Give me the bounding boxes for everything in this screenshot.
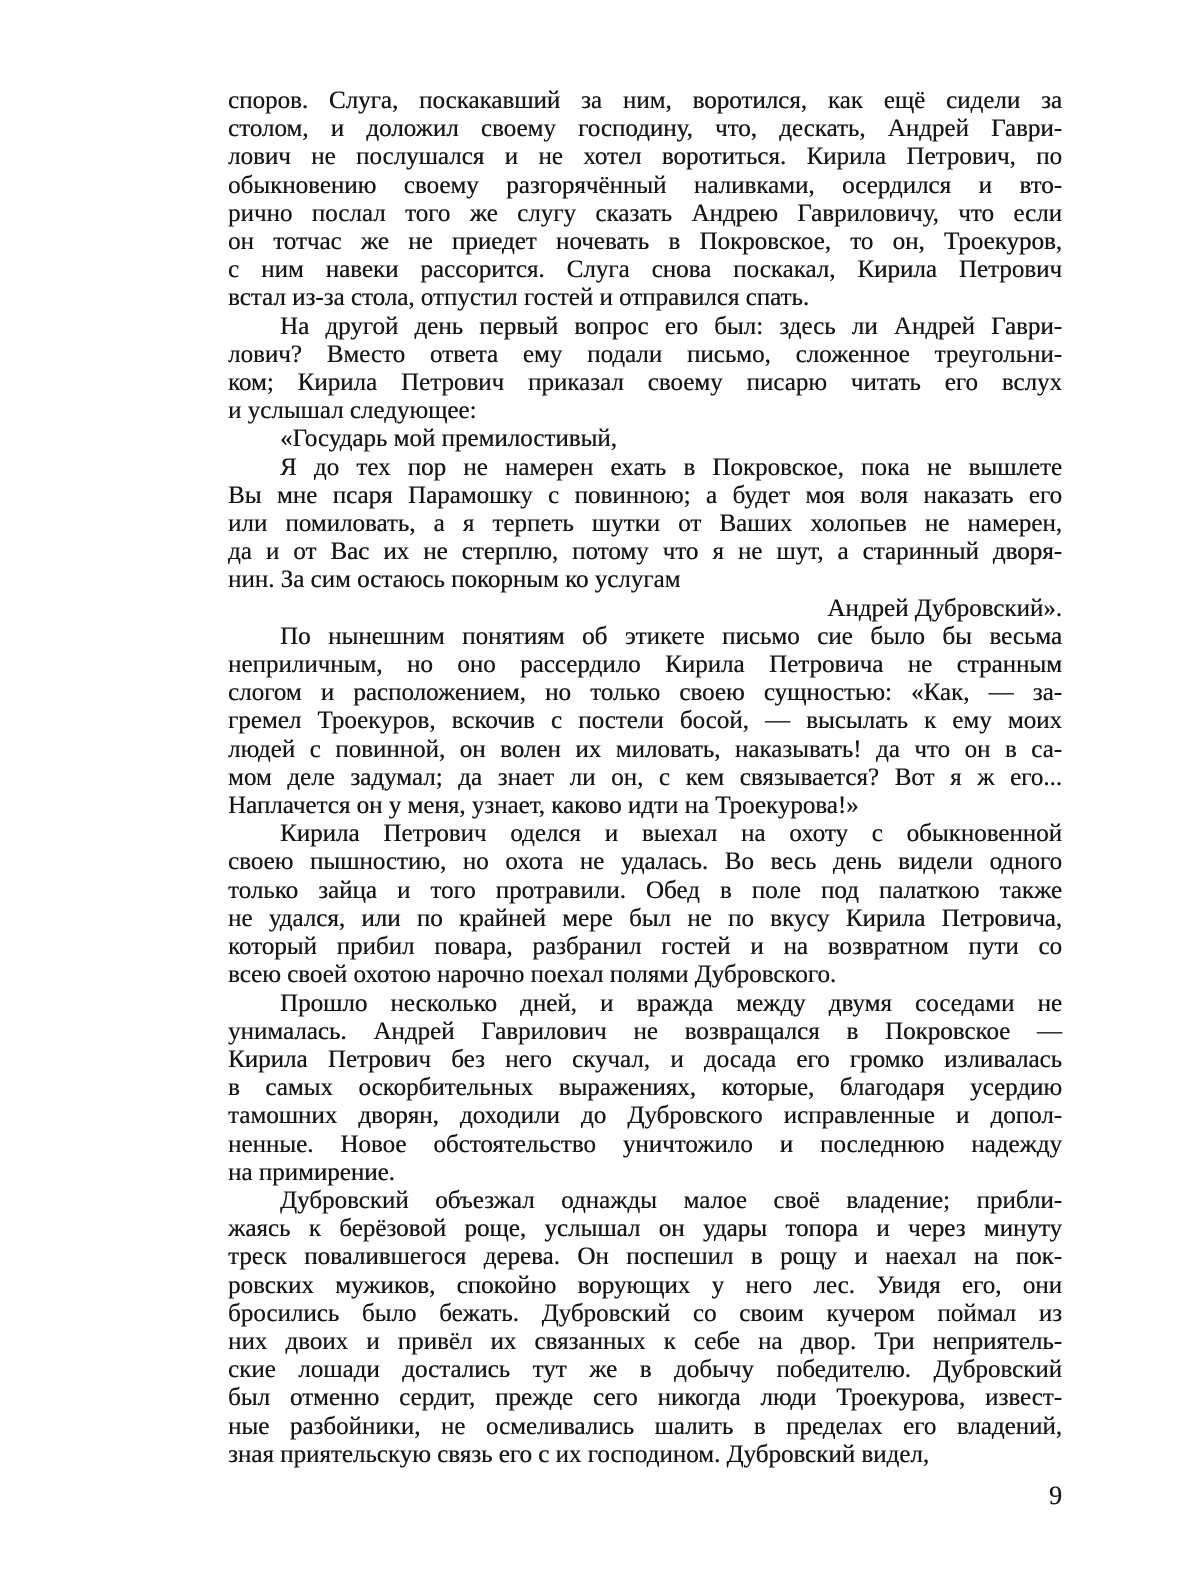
text-line: На другой день первый вопрос его был: здесь ли Андрей Гаври- [280,312,1062,340]
text-line: людей с повинной, он волен их миловать, наказывать! да что он в са- [228,735,1062,763]
text-line: споров. Слуга, поскакавший за ним, воротился, как ещё сидели за [228,87,1062,114]
text-line: он тотчас же не приедет ночевать в Покровское, то он, Троекуров, [228,228,1062,256]
text-line: ровских мужиков, спокойно ворующих у него лес. Увидя его, они [228,1271,1062,1299]
text-line: Я до тех пор не намерен ехать в Покровское, пока не вышлете [280,453,1062,481]
text-line: который прибил повара, разбранил гостей и на возвратном пути со [228,933,1062,961]
text-line: них двоих и привёл их связанных к себе на двор. Три неприятель- [228,1327,1062,1355]
text-line: По нынешним понятиям об этикете письмо сие было бы весьма [280,622,1062,650]
text-line: жаясь к берёзовой роще, услышал он удары топора и через минуту [228,1215,1062,1243]
text-line: нин. За сим остаюсь покорным ко услугам [228,566,681,594]
text-line: Кирила Петрович без него скучал, и досада его громко изливалась [228,1045,1062,1073]
text-line: с ним навеки рассорится. Слуга снова поскакал, Кирила Петрович [228,256,1062,284]
text-line: «Государь мой премилостивый, [280,425,617,453]
text-line: слогом и расположением, но только своею сущностью: «Как, — за- [228,679,1062,707]
text-line: ненные. Новое обстоятельство уничтожило и последнюю надежду [228,1130,1062,1158]
text-line: Наплачется он у меня, узнает, каково идти на Троекурова!» [228,792,859,820]
text-line: треск повалившегося дерева. Он поспешил в рощу и наехал на пок- [228,1243,1062,1271]
text-line: унималась. Андрей Гаврилович не возвращался в Покровское — [228,1017,1062,1045]
text-line: был отменно сердит, прежде сего никогда люди Троекурова, извест- [228,1384,1062,1412]
text-line: Дубровский объезжал однажды малое своё владение; прибли- [280,1186,1062,1214]
text-line: в самых оскорбительных выражениях, которые, благодаря усердию [228,1074,1062,1102]
page-text [228,87,1062,1469]
text-line: встал из-за стола, отпустил гостей и отправился спать. [228,284,810,312]
text-line: ком; Кирила Петрович приказал своему писарю читать его вслух [228,369,1062,397]
text-line: ские лошади достались тут же в добычу победителю. Дубровский [228,1356,1062,1384]
text-line: всею своей охотою нарочно поехал полями Дубровского. [228,961,837,989]
text-line: на примирение. [228,1158,395,1186]
text-line: Прошло несколько дней, и вражда между двумя соседами не [280,989,1062,1017]
text-line: лович не послушался и не хотел воротиться. Кирила Петрович, по [228,143,1062,171]
text-line: или помиловать, а я терпеть шутки от Ваших холопьев не намерен, [228,510,1062,538]
text-line: гремел Троекуров, вскочив с постели босой, — высылать к ему моих [228,707,1062,735]
text-line: мом деле задумал; да знает ли он, с кем связывается? Вот я ж его... [228,763,1062,791]
text-line: да и от Вас их не стерплю, потому что я не шут, а старинный дворя- [228,538,1062,566]
text-line: и услышал следующее: [228,397,477,425]
text-line: рично послал того же слугу сказать Андрею Гавриловичу, что если [228,199,1062,227]
text-line: неприличным, но оно рассердило Кирила Петровича не странным [228,651,1062,679]
text-line: Кирила Петрович оделся и выехал на охоту с обыкновенной [280,820,1062,848]
text-line: зная приятельскую связь его с их господином. Дубровский видел, [228,1440,930,1468]
text-line: бросились было бежать. Дубровский со своим кучером поймал из [228,1299,1062,1327]
text-line: своею пышностию, но охота не удалась. Во весь день видели одного [228,848,1062,876]
text-line: ные разбойники, не осмеливались шалить в пределах его владений, [228,1412,1062,1440]
text-line: не удался, или по крайней мере был не по вкусу Кирила Петровича, [228,904,1062,932]
text-line: тамошних дворян, доходили до Дубровского исправленные и допол- [228,1102,1062,1130]
text-line: обыкновению своему разгорячённый наливками, осердился и вто- [228,171,1062,199]
text-line: только зайца и того протравили. Обед в поле под палаткою также [228,876,1062,904]
text-line: Андрей Дубровский». [827,594,1062,622]
text-line: столом, и доложил своему господину, что, дескать, Андрей Гаври- [228,115,1062,143]
text-line: Вы мне псаря Парамошку с повинною; а будет моя воля наказать его [228,481,1062,509]
text-line: лович? Вместо ответа ему подали письмо, сложенное треугольни- [228,340,1062,368]
page-number: 9 [1049,1480,1062,1510]
